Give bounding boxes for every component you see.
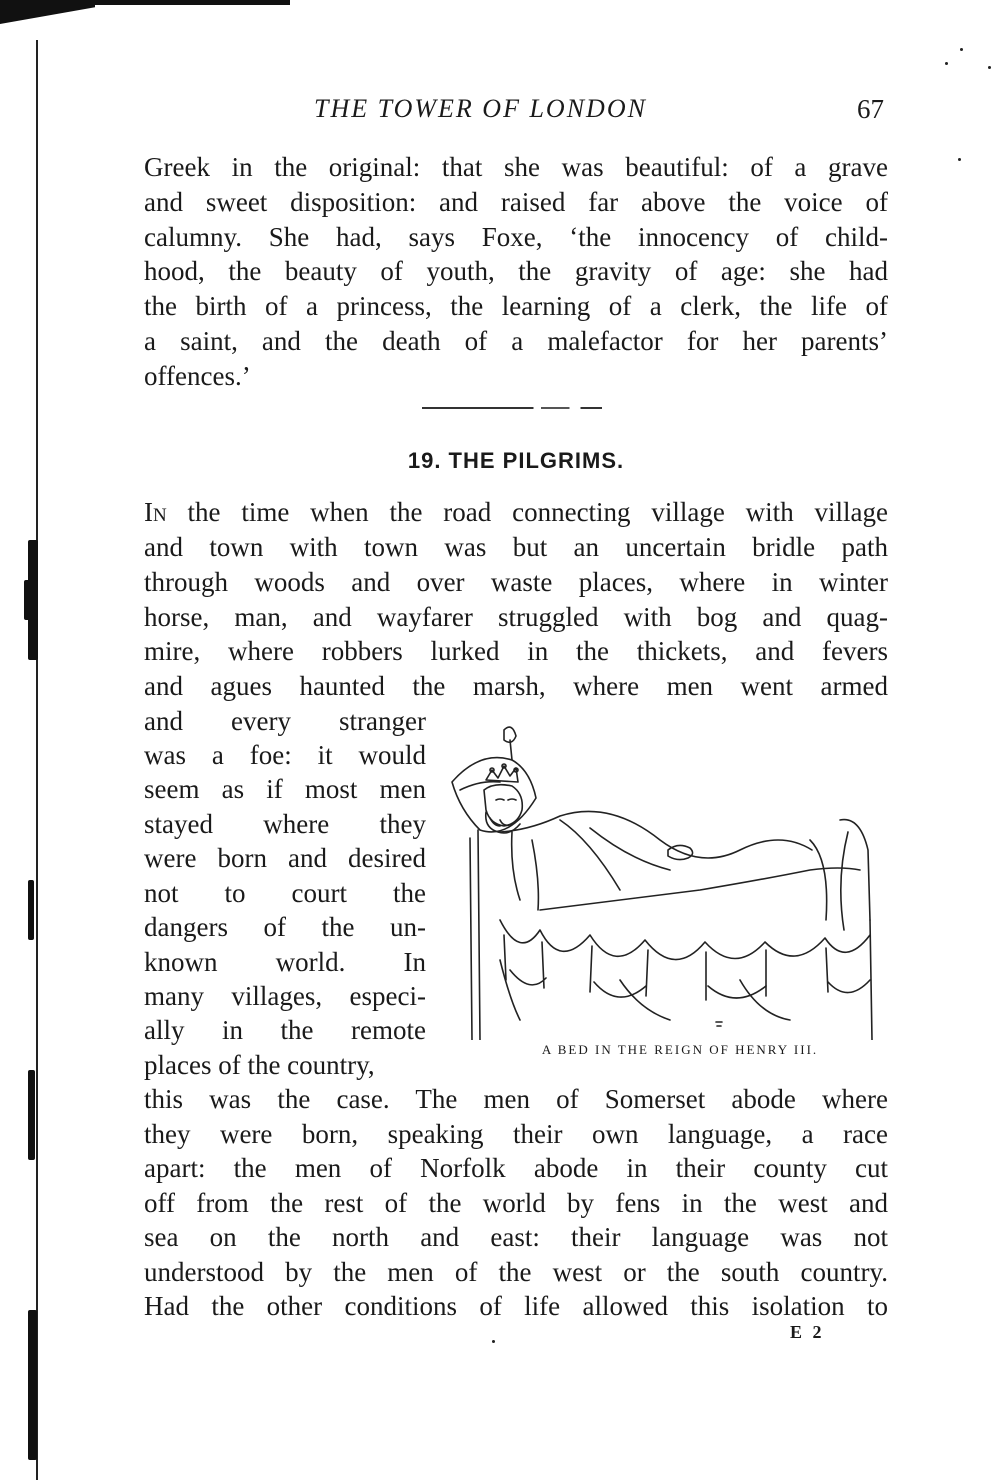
text-line: places of the country, bbox=[144, 1050, 375, 1080]
text-line: off from the rest of the world by fens in the west and bbox=[144, 1188, 888, 1218]
scan-edge-left bbox=[24, 20, 38, 1481]
text-line: understood by the men of the west or the south country. bbox=[144, 1257, 888, 1287]
section-heading: 19. THE PILGRIMS. bbox=[407, 448, 625, 473]
section-divider bbox=[422, 407, 602, 409]
text-line: not to court the bbox=[144, 878, 426, 908]
bed-illustration bbox=[440, 720, 888, 1040]
text-line: and agues haunted the marsh, where men went armed bbox=[144, 671, 888, 701]
text-line: apart: the men of Norfolk abode in their county cut bbox=[144, 1153, 888, 1183]
text-line: a saint, and the death of a malefactor for her parents’ bbox=[144, 326, 888, 356]
text-line: the birth of a princess, the learning of a clerk, the life of bbox=[144, 291, 888, 321]
text-line: hood, the beauty of youth, the gravity of age: she had bbox=[144, 256, 888, 286]
text-line: many villages, especi- bbox=[144, 981, 426, 1011]
text-line: they were born, speaking their own language, a race bbox=[144, 1119, 888, 1149]
signature-mark: E 2 bbox=[790, 1322, 825, 1342]
text-line: and sweet disposition: and raised far above the voice of bbox=[144, 187, 888, 217]
text-line: dangers of the un- bbox=[144, 912, 426, 942]
text-line: stayed where they bbox=[144, 809, 426, 839]
first-line-rest: the time when the road connecting village with village bbox=[166, 497, 888, 527]
text-line: and every stranger bbox=[144, 706, 426, 736]
scan-speck bbox=[945, 62, 948, 65]
text-line: sea on the north and east: their language was not bbox=[144, 1222, 888, 1252]
text-line: horse, man, and wayfarer struggled with bog and quag- bbox=[144, 602, 888, 632]
scan-speck bbox=[960, 48, 963, 51]
text-line: calumny. She had, says Foxe, ‘the innocency of child- bbox=[144, 222, 888, 252]
opening-word: In bbox=[144, 497, 167, 527]
text-line: and town with town was but an uncertain bridle path bbox=[144, 532, 888, 562]
scan-speck bbox=[492, 1340, 495, 1343]
text-line: known world. In bbox=[144, 947, 426, 977]
scan-speck bbox=[958, 158, 961, 161]
text-line: were born and desired bbox=[144, 843, 426, 873]
figure-caption: A BED IN THE REIGN OF HENRY III. bbox=[541, 1042, 819, 1057]
text-line: Had the other conditions of life allowed this isolation to bbox=[144, 1291, 888, 1321]
scan-speck bbox=[988, 66, 991, 69]
text-line: offences.’ bbox=[144, 361, 251, 391]
illustration-figure bbox=[440, 720, 888, 1070]
page-number: 67 bbox=[857, 94, 884, 124]
text-line: was a foe: it would bbox=[144, 740, 426, 770]
running-title: THE TOWER OF LONDON bbox=[314, 94, 647, 123]
text-line: Greek in the original: that she was beautiful: of a grave bbox=[144, 152, 888, 182]
running-header bbox=[144, 94, 888, 128]
text-line: seem as if most men bbox=[144, 774, 426, 804]
text-line: this was the case. The men of Somerset abode where bbox=[144, 1084, 888, 1114]
text-line: ally in the remote bbox=[144, 1015, 426, 1045]
text-line: through woods and over waste places, where in winter bbox=[144, 567, 888, 597]
text-line: mire, where robbers lurked in the thickets, and fevers bbox=[144, 636, 888, 666]
text-line-first bbox=[144, 495, 888, 529]
